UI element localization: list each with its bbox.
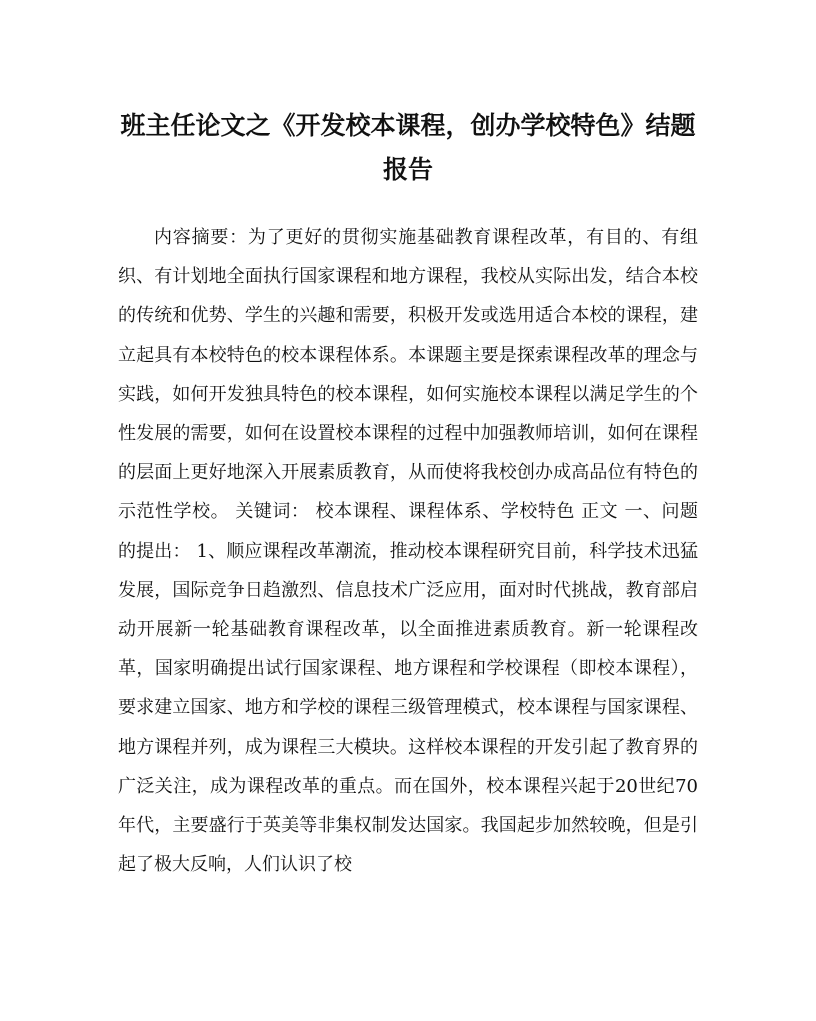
document-body-text: 内容摘要：为了更好的贯彻实施基础教育课程改革，有目的、有组织、有计划地全面执行国家课程和地方课程，我校从实际出发，结合本校的传统和优势、学生的兴趣和需要，积极开发或选用适合本校的课程，建立起具有本校特色的校本课程体系。本课题主要是探索课程改革的理念与实践，如何开发独具特色的校本课程，如何实施校本课程以满足学生的个性发展的需要，如何在设置校本课程的过程中加强教师培训，如何在课程的层面上更好地深入开展素质教育，从而使将我校创办成高品位有特色的示范性学校。 关键词： 校本课程、课程体系、学校特色 正文 一、问题的提出： 1、顺应课程改革潮流，推动校本课程研究目前，科学技术迅猛发展，国际竞争日趋激烈、信息技术广泛应用，面对时代挑战，教育部启动开展新一轮基础教育课程改革，以全面推进素质教育。新一轮课程改革，国家明确提出试行国家课程、地方课程和学校课程（即校本课程），要求建立国家、地方和学校的课程三级管理模式，校本课程与国家课程、地方课程并列，成为课程三大模块。这样校本课程的开发引起了教育界的广泛关注，成为课程改革的重点。而在国外，校本课程兴起于20世纪70年代，主要盛行于英美等非集权制发达国家。我国起步加然较晚，但是引起了极大反响，人们认识了校 bbox=[118, 227, 698, 876]
document-title: 班主任论文之《开发校本课程，创办学校特色》结题报告 bbox=[120, 111, 696, 184]
